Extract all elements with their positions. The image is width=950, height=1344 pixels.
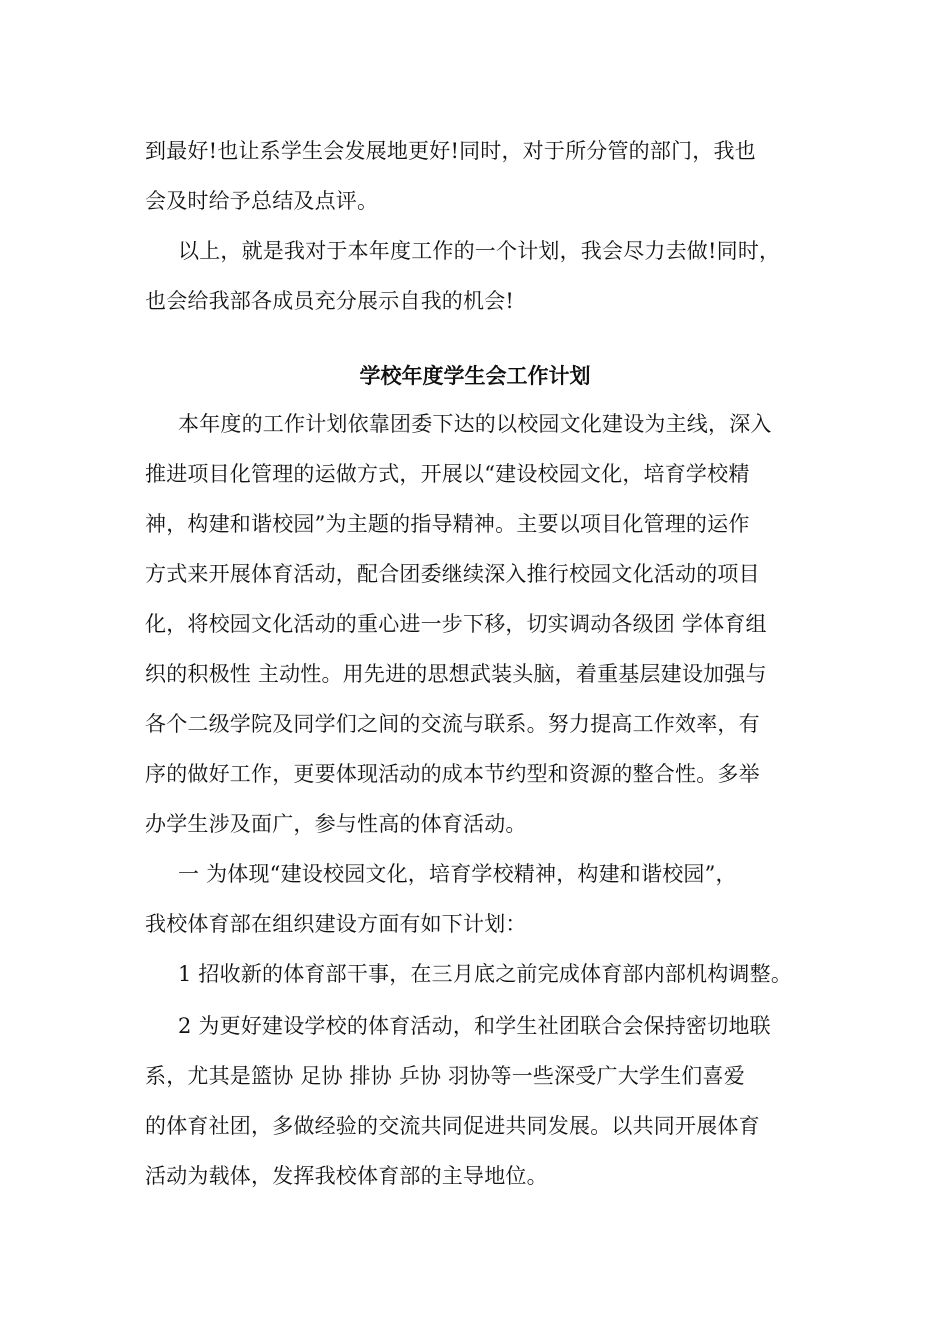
text-line: 本年度的工作计划依靠团委下达的以校园文化建设为主线，深入 [178, 412, 772, 436]
text-line: 各个二级学院及同学们之间的交流与联系。努力提高工作效率，有 [145, 712, 760, 736]
text-line: 办学生涉及面广，参与性高的体育活动。 [145, 812, 527, 836]
text-line: 的体育社团，多做经验的交流共同促进共同发展。以共同开展体育 [145, 1114, 760, 1138]
text-line: 序的做好工作，更要体现活动的成本节约型和资源的整合性。多举 [145, 762, 760, 786]
text-line: 化，将校园文化活动的重心进一步下移，切实调动各级团 学体育组 [145, 612, 767, 636]
text-line: 织的积极性 主动性。用先进的思想武装头脑，着重基层建设加强与 [145, 662, 767, 686]
text-line: 神，构建和谐校园”为主题的指导精神。主要以项目化管理的运作 [145, 512, 750, 536]
text-line: 推进项目化管理的运做方式，开展以“建设校园文化，培育学校精 [145, 462, 750, 486]
text-line: 系，尤其是篮协 足协 排协 乒协 羽协等一些深受广大学生们喜爱 [145, 1064, 745, 1088]
page-title: 学校年度学生会工作计划 [359, 363, 591, 388]
text-line: 到最好!也让系学生会发展地更好!同时，对于所分管的部门，我也 [145, 139, 756, 163]
text-line: 活动为载体，发挥我校体育部的主导地位。 [145, 1164, 548, 1188]
text-line: 会及时给予总结及点评。 [145, 189, 379, 213]
text-line: 我校体育部在组织建设方面有如下计划： [145, 912, 527, 936]
text-line: 方式来开展体育活动，配合团委继续深入推行校园文化活动的项目 [145, 562, 760, 586]
text-line: 1 招收新的体育部干事，在三月底之前完成体育部内部机构调整。 [178, 962, 793, 986]
text-line: 2 为更好建设学校的体育活动，和学生社团联合会保持密切地联 [178, 1014, 771, 1038]
text-line: 也会给我部各成员充分展示自我的机会! [145, 289, 515, 313]
text-line: 一 为体现“建设校园文化，培育学校精神，构建和谐校园”， [178, 862, 737, 886]
text-line: 以上，就是我对于本年度工作的一个计划，我会尽力去做!同时， [178, 239, 781, 263]
